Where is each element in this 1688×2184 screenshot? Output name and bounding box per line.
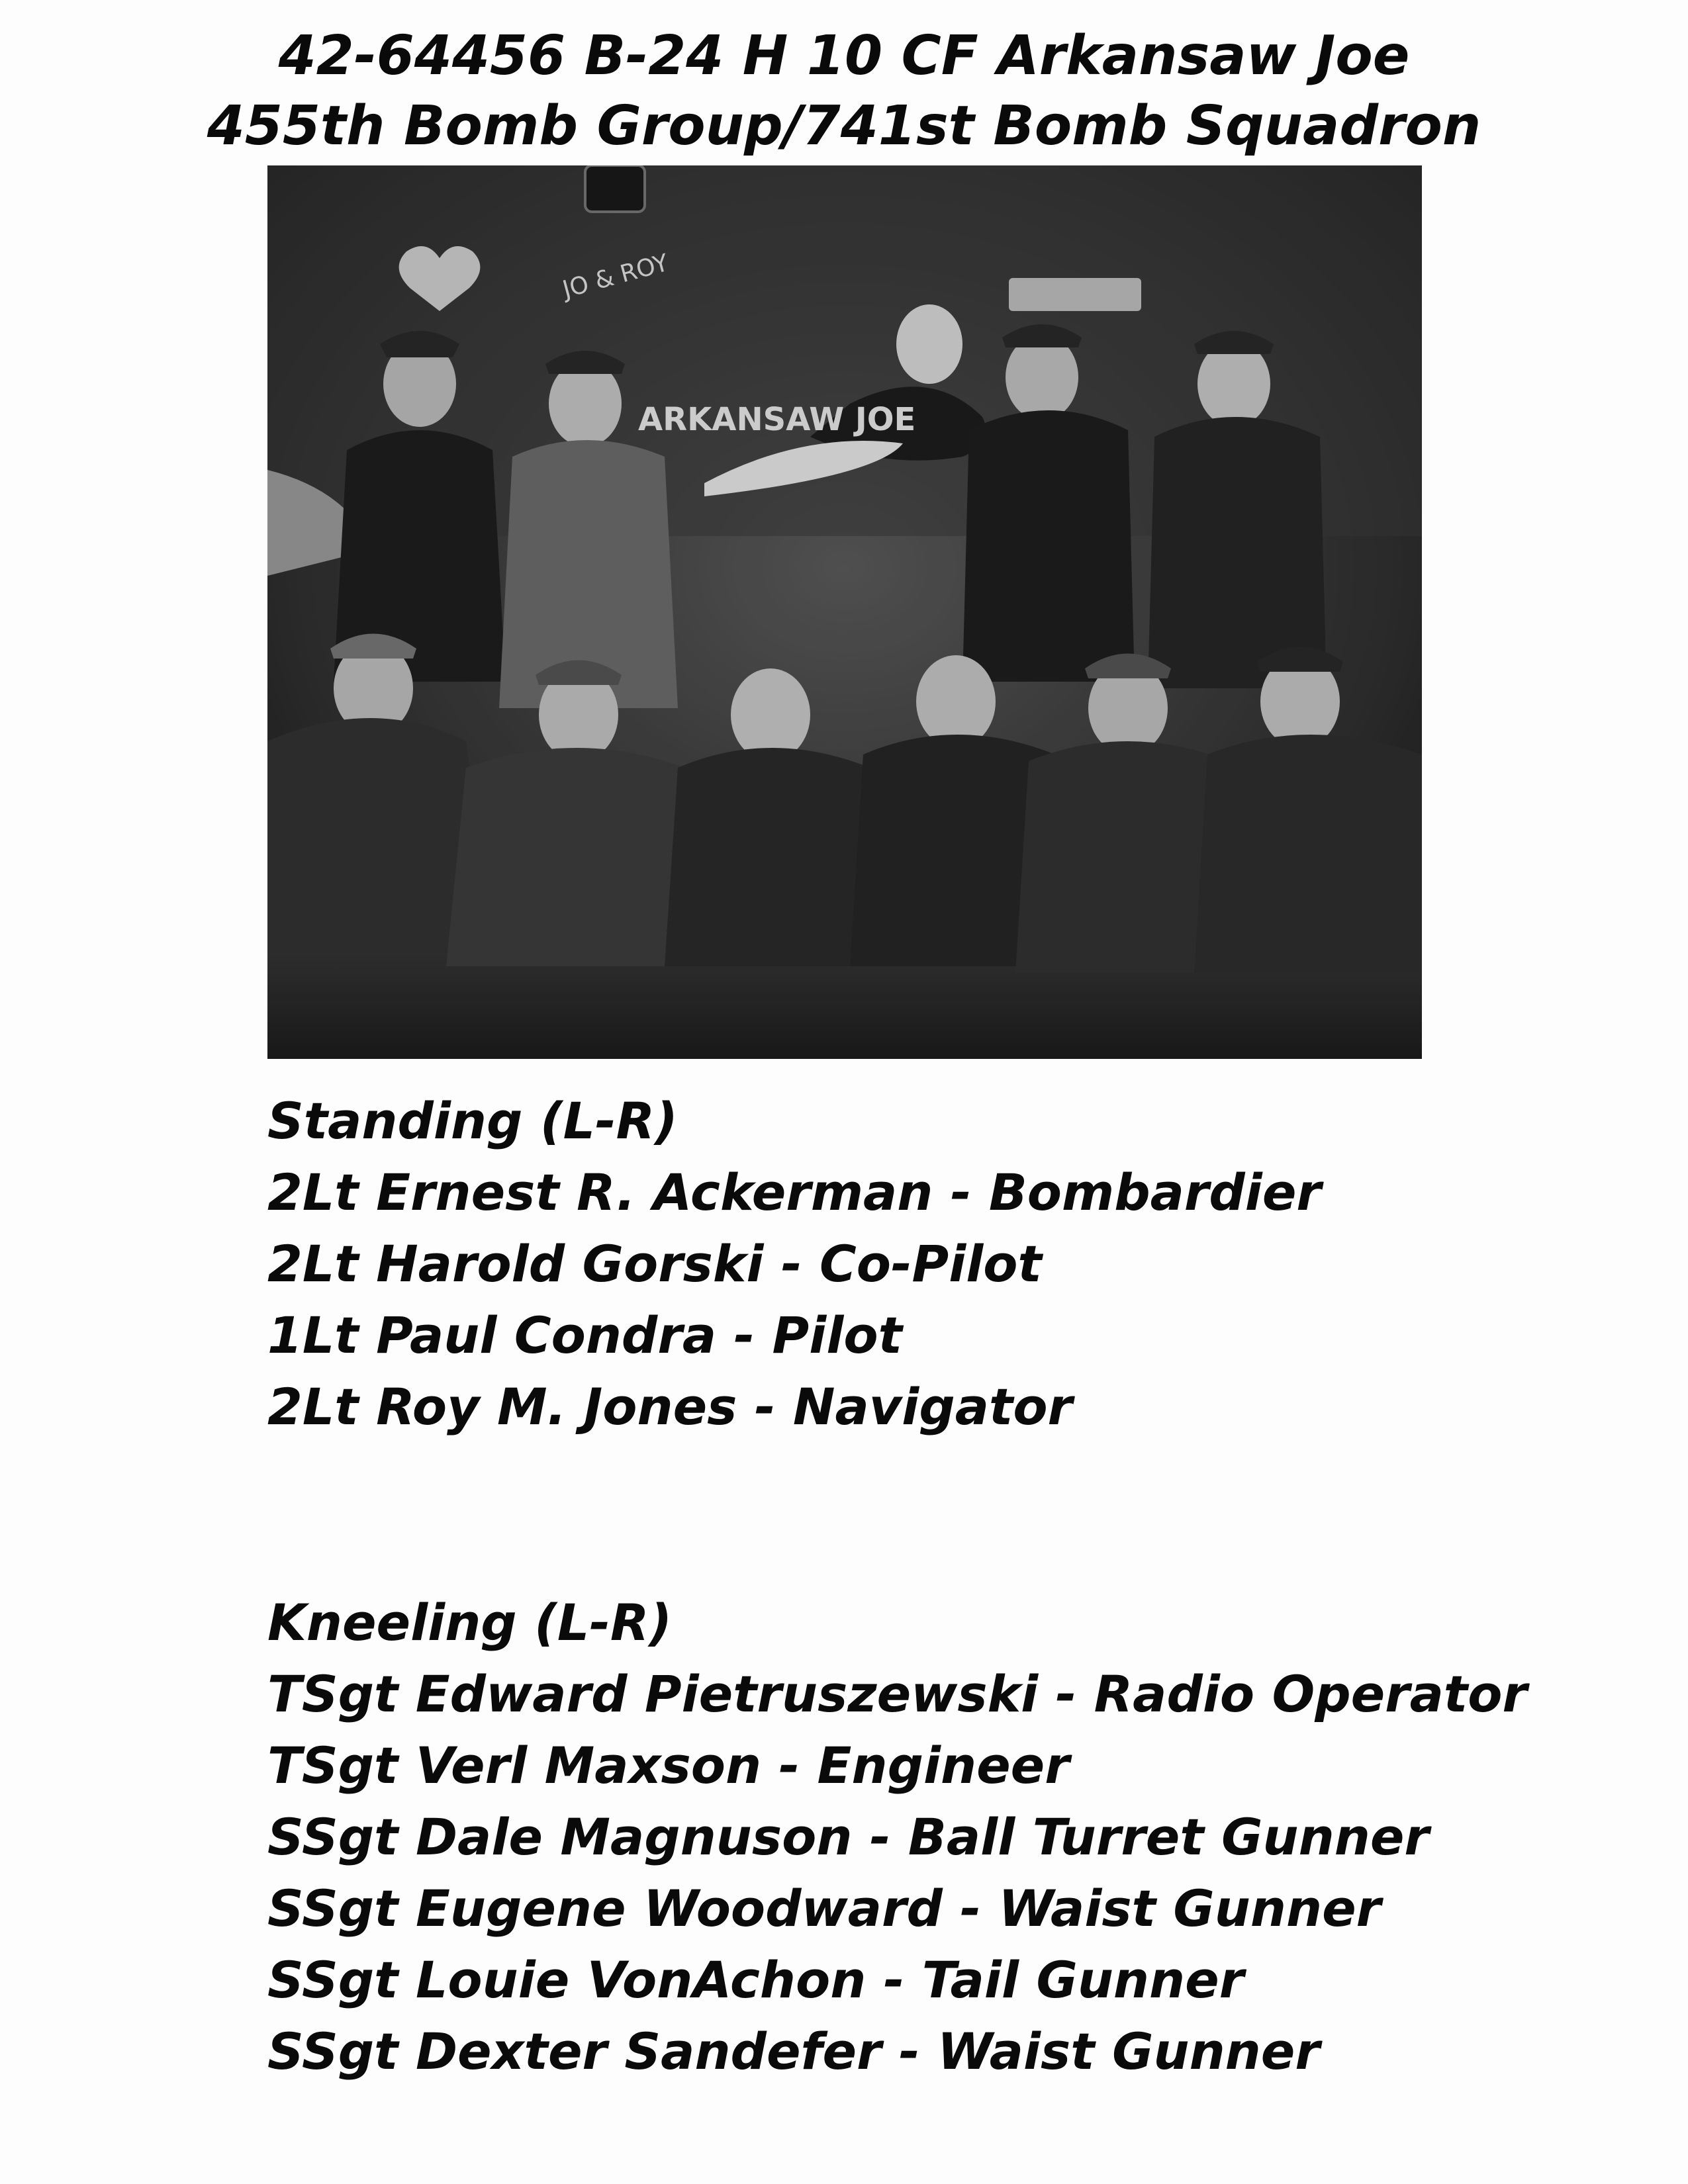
- standing-crew-1: 2Lt Ernest R. Ackerman - Bombardier: [267, 1163, 1321, 1222]
- standing-crew-3: 1Lt Paul Condra - Pilot: [267, 1306, 902, 1365]
- crew-photo-illustration: [267, 165, 1422, 1059]
- kneeling-crew-3: SSgt Dale Magnuson - Ball Turret Gunner: [267, 1807, 1429, 1866]
- kneeling-crew-4: SSgt Eugene Woodward - Waist Gunner: [267, 1879, 1382, 1938]
- nose-art-small-text: JO & ROY: [559, 249, 672, 304]
- standing-caption: [267, 1085, 1658, 1443]
- kneeling-crew-6: SSgt Dexter Sandefer - Waist Gunner: [267, 2022, 1320, 2081]
- kneeling-crew-1: TSgt Edward Pietruszewski - Radio Operator: [267, 1664, 1527, 1723]
- kneeling-crew-2: TSgt Verl Maxson - Engineer: [267, 1736, 1070, 1795]
- kneeling-crew-5: SSgt Louie VonAchon - Tail Gunner: [267, 1950, 1244, 2009]
- crew-photo: [267, 165, 1422, 1059]
- kneeling-caption: [267, 1587, 1658, 2087]
- standing-heading: Standing (L-R): [267, 1091, 678, 1150]
- kneeling-heading: Kneeling (L-R): [267, 1593, 673, 1652]
- nose-art-text: ARKANSAW JOE: [638, 401, 916, 438]
- page-subtitle: 455th Bomb Group/741st Bomb Squadron: [207, 95, 1481, 158]
- standing-crew-2: 2Lt Harold Gorski - Co-Pilot: [267, 1234, 1042, 1293]
- page-title: 42-64456 B-24 H 10 CF Arkansaw Joe: [278, 24, 1410, 87]
- standing-crew-4: 2Lt Roy M. Jones - Navigator: [267, 1377, 1073, 1436]
